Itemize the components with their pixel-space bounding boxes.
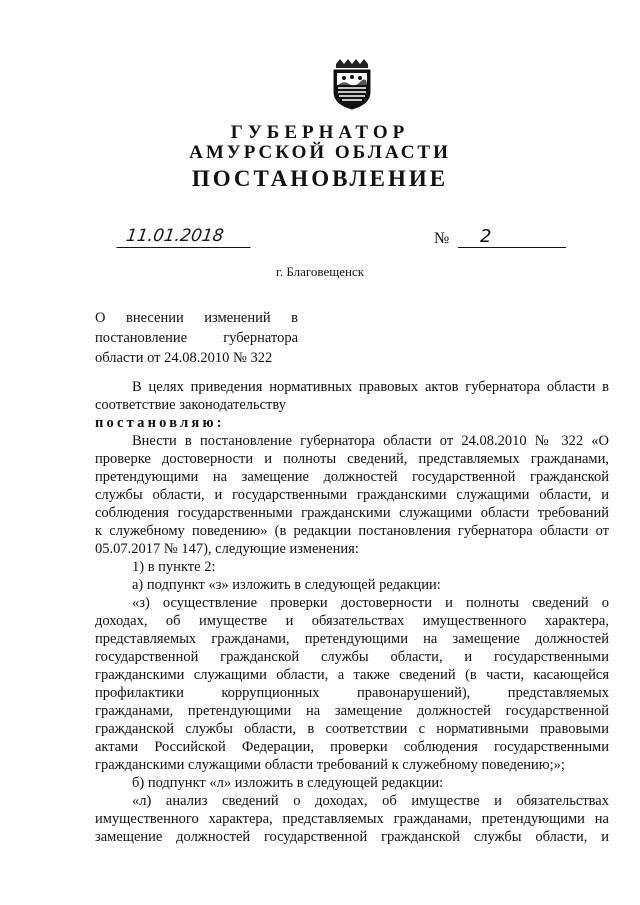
document-body [95, 378, 609, 846]
body-line: проверке достоверности и полноты сведений, представляемых гражданами, [95, 451, 609, 467]
city-label: г. Благовещенск [275, 264, 365, 279]
body-line: представляемых гражданами, претендующими на замещение должностей [95, 631, 609, 647]
body-line: б) подпункт «л» изложить в следующей редакции: [132, 775, 444, 791]
body-line: Внести в постановление губернатора области от 24.08.2010 № 322 «О [132, 433, 609, 449]
body-line: соблюдения государственными гражданскими служащими области требований [95, 505, 609, 521]
body-line: соответствие законодательству [95, 397, 286, 413]
subject-line: О внесении изменений в [95, 310, 298, 326]
body-line: «з) осуществление проверки достоверности и полноты сведений о [132, 595, 609, 611]
header-title-region: АМУРСКОЙ ОБЛАСТИ [189, 142, 451, 163]
body-line: гражданами, претендующими на замещение должностей государственной [95, 703, 609, 719]
body-line: службы области, и государственными гражданскими служащими области, и [95, 487, 609, 503]
body-line: В целях приведения нормативных правовых актов губернатора области в [132, 379, 609, 395]
body-line: доходах, об имуществе и обязательствах имущественного характера, [95, 613, 609, 629]
document-date: 11.01.2018 [116, 226, 253, 248]
decree-keyword: постановляю: [95, 415, 225, 431]
subject-line: области от 24.08.2010 № 322 [95, 350, 273, 366]
body-line: претендующими на замещение должностей государственной гражданской [95, 469, 609, 485]
body-line: гражданскими служащими области требований к служебному поведению;»; [95, 757, 565, 773]
body-line: а) подпункт «з» изложить в следующей редакции: [132, 577, 441, 593]
document-type-title: ПОСТАНОВЛЕНИЕ [191, 166, 449, 191]
body-line: гражданской службы области, в соответствии с нормативными правовыми [95, 721, 609, 737]
body-line: 1) в пункте 2: [132, 559, 216, 575]
body-line: актами Российской Федерации, проверки соблюдения государственными [95, 739, 609, 755]
body-line: гражданскими служащими области, а также сведений (в части, касающейся [95, 667, 609, 683]
subject-line: постановление губернатора [95, 330, 298, 346]
body-line: «л) анализ сведений о доходах, об имуществе и обязательствах [132, 793, 609, 809]
coat-of-arms-icon [330, 58, 374, 110]
body-line: к служебному поведению» (в редакции постановления губернатора области от [95, 523, 609, 539]
document-subject [95, 308, 298, 368]
number-sign: № [434, 230, 450, 247]
body-line: имущественного характера, представляемых гражданами, претендующими на [95, 811, 609, 827]
body-line: 05.07.2017 № 147), следующие изменения: [95, 541, 359, 557]
header-title-governor: ГУБЕРНАТОР [230, 122, 410, 143]
body-line: государственной гражданской службы области, и государственными [95, 649, 609, 665]
document-number: 2 [458, 226, 566, 248]
body-line: замещение должностей государственной гражданской службы области, и [95, 829, 609, 845]
body-line: профилактики коррупционных правонарушений), представляемых [95, 685, 609, 701]
